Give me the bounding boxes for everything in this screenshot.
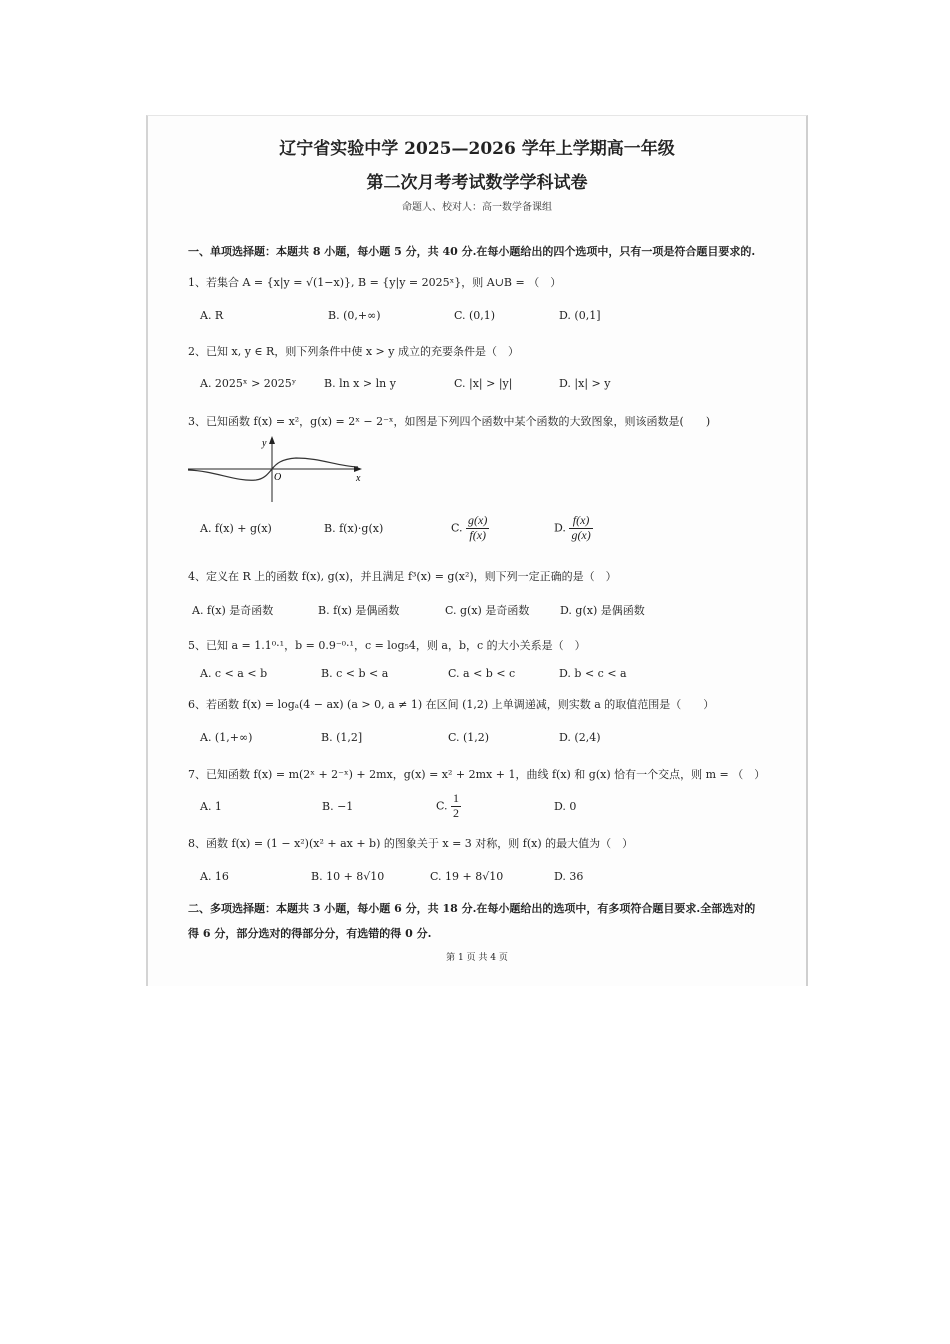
question-6-stem: 6、若函数 f(x) = logₐ(4 − ax) (a > 0, a ≠ 1) 在区间 (1,2) 上单调递减，则实数 a 的取值范围是（ ） xyxy=(188,698,715,711)
q7-option-b: B. −1 xyxy=(322,800,354,813)
q3-option-a: A. f(x) + g(x) xyxy=(200,522,272,535)
q5-option-a: A. c < a < b xyxy=(200,667,268,680)
question-7-stem: 7、已知函数 f(x) = m(2ˣ + 2⁻ˣ) + 2mx，g(x) = x² + 2mx + 1，曲线 f(x) 和 g(x) 恰有一个交点，则 m = （ ） xyxy=(188,768,766,781)
q5-option-c: C. a < b < c xyxy=(448,667,516,680)
q4-option-c: C. g(x) 是奇函数 xyxy=(445,604,530,617)
question-1-stem: 1、若集合 A = {x|y = √(1−x)}, B = {y|y = 2025ˣ}，则 A∪B = （ ） xyxy=(188,276,562,289)
page-footer: 第 1 页 共 4 页 xyxy=(446,953,508,963)
q4-option-a: A. f(x) 是奇函数 xyxy=(192,604,274,617)
q5-option-d: D. b < c < a xyxy=(559,667,627,680)
q7-option-a: A. 1 xyxy=(200,800,222,813)
question-3-stem: 3、已知函数 f(x) = x²，g(x) = 2ˣ − 2⁻ˣ，如图是下列四个函数中某个函数的大致图象，则该函数是( ) xyxy=(188,415,711,428)
q5-option-b: B. c < b < a xyxy=(321,667,389,680)
section2-heading-line1: 二、多项选择题：本题共 3 小题，每小题 6 分，共 18 分.在每小题给出的选项中，有多项符合题目要求.全部选对的 xyxy=(188,902,756,915)
q2-option-a: A. 2025ˣ > 2025ʸ xyxy=(200,377,297,390)
q6-option-d: D. (2,4) xyxy=(559,731,601,744)
q3-fraction-c: $\frac{g(x)}{f(x)}$ xyxy=(468,513,488,542)
q6-option-a: A. (1,+∞) xyxy=(200,731,253,744)
q6-option-b: B. (1,2] xyxy=(321,731,363,744)
graph-y-label: y xyxy=(262,438,267,449)
exam-authors: 命题人、校对人：高一数学备课组 xyxy=(402,202,552,213)
q4-option-b: B. f(x) 是偶函数 xyxy=(318,604,400,617)
q4-option-d: D. g(x) 是偶函数 xyxy=(560,604,645,617)
question-4-stem: 4、定义在 R 上的函数 f(x), g(x)，并且满足 f³(x) = g(x²)，则下列一定正确的是（ ） xyxy=(188,570,617,583)
q8-option-a: A. 16 xyxy=(200,870,229,883)
question-5-stem: 5、已知 a = 1.1⁰·¹，b = 0.9⁻⁰·¹，c = log₅4，则 a，b，c 的大小关系是（ ） xyxy=(188,639,586,652)
q2-option-c: C. |x| > |y| xyxy=(454,377,513,390)
section1-heading: 一、单项选择题：本题共 8 小题，每小题 5 分，共 40 分.在每小题给出的四个选项中，只有一项是符合题目要求的. xyxy=(188,245,756,258)
question-8-stem: 8、函数 f(x) = (1 − x²)(x² + ax + b) 的图象关于 x = 3 对称，则 f(x) 的最大值为（ ） xyxy=(188,837,634,850)
q3-function-graph xyxy=(186,434,366,506)
q2-option-b: B. ln x > ln y xyxy=(324,377,396,390)
exam-title-line1: 辽宁省实验中学 2025—2026 学年上学期高一年级 xyxy=(279,139,675,159)
q1-option-d: D. (0,1] xyxy=(559,309,601,322)
q1-option-b: B. (0,+∞) xyxy=(328,309,381,322)
q8-option-b: B. 10 + 8√10 xyxy=(311,870,385,883)
exam-title-line2: 第二次月考考试数学学科试卷 xyxy=(366,173,588,193)
q3-fraction-d: $\frac{f(x)}{g(x)}$ xyxy=(571,513,591,542)
q3-option-c: C. $\frac{g(x)}{f(x)}$ xyxy=(451,513,488,542)
section2-heading-line2: 得 6 分，部分选对的得部分分，有选错的得 0 分. xyxy=(188,927,432,940)
q8-option-c: C. 19 + 8√10 xyxy=(430,870,504,883)
q8-option-d: D. 36 xyxy=(554,870,584,883)
q6-option-c: C. (1,2) xyxy=(448,731,490,744)
q3-option-d: D. $\frac{f(x)}{g(x)}$ xyxy=(554,513,591,542)
q7-fraction-c: $\frac{1}{2}$ xyxy=(453,791,460,820)
exam-page xyxy=(146,115,808,986)
question-2-stem: 2、已知 x, y ∈ R，则下列条件中使 x > y 成立的充要条件是（ ） xyxy=(188,345,519,358)
q3-option-b: B. f(x)·g(x) xyxy=(324,522,384,535)
q7-option-c: C. $\frac{1}{2}$ xyxy=(436,791,460,820)
q1-option-a: A. R xyxy=(200,309,224,322)
q2-option-d: D. |x| > y xyxy=(559,377,611,390)
graph-x-label: x xyxy=(356,473,361,484)
q7-option-d: D. 0 xyxy=(554,800,577,813)
graph-origin-label: O xyxy=(274,472,282,483)
y-axis-arrow xyxy=(269,436,275,444)
q1-option-c: C. (0,1) xyxy=(454,309,496,322)
